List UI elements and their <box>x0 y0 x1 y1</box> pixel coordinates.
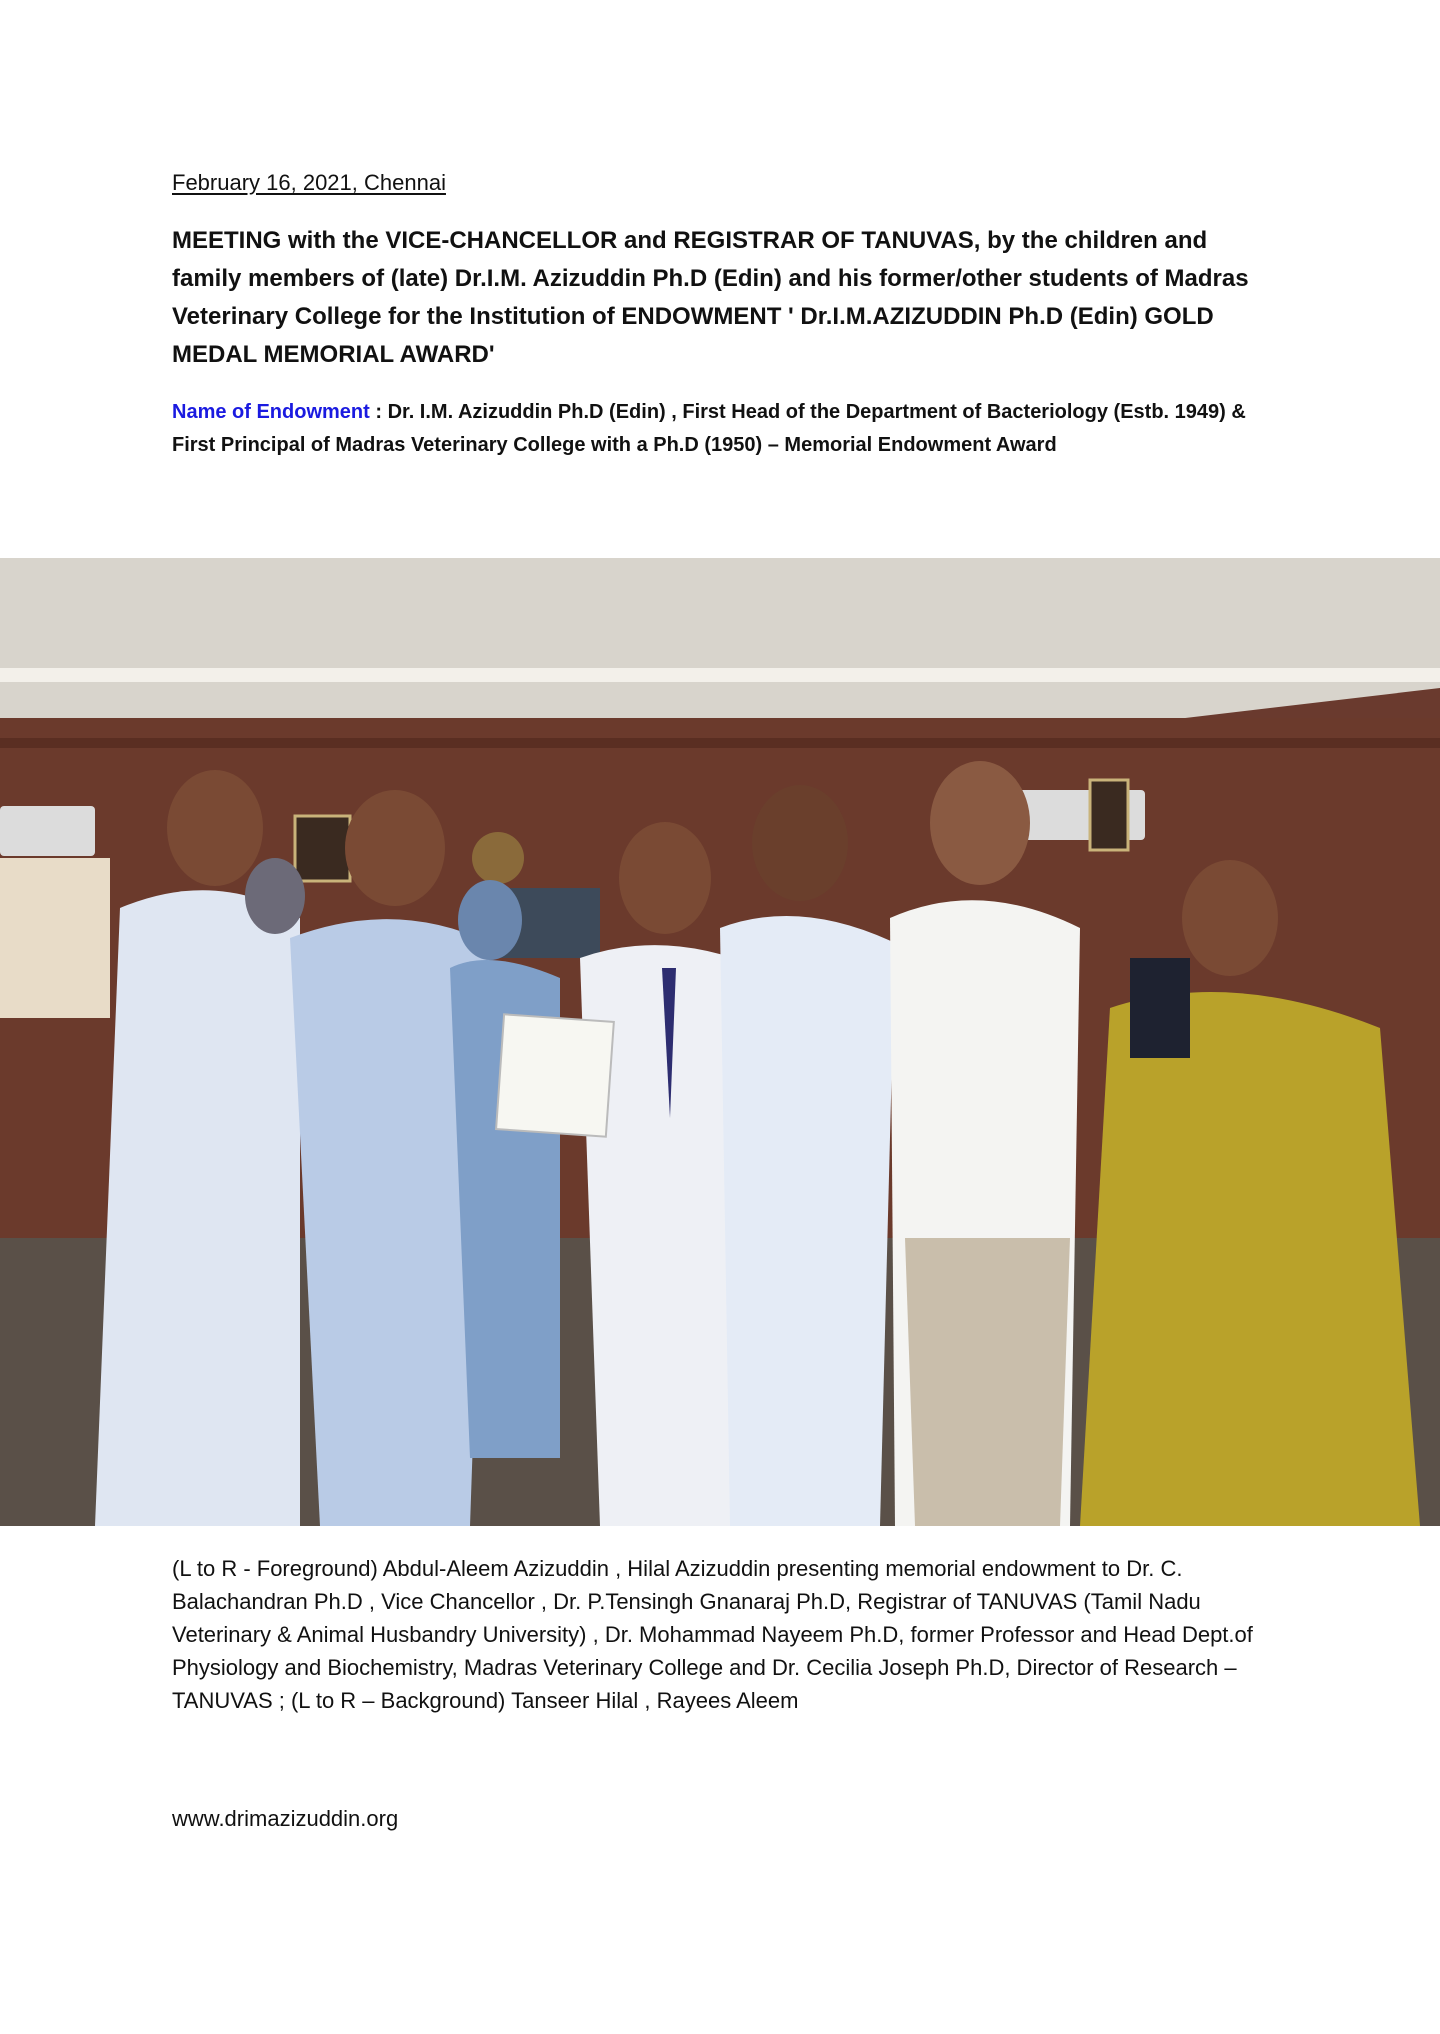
endowment-label: Name of Endowment <box>172 401 370 423</box>
wall-emblem <box>472 832 524 884</box>
window-blinds <box>0 858 110 1018</box>
headline: MEETING with the VICE-CHANCELLOR and REGISTRAR OF TANUVAS, by the children and family members of (late) Dr.I.M. Azizuddin Ph.D (Edin) and his former/other students of Madras Veterinary College for the Institution of ENDOWMENT ' Dr.I.M.AZIZUDDIN Ph.D (Edin) GOLD MEDAL MEMORIAL AWARD' <box>172 227 1249 368</box>
group-photo <box>0 558 1440 1526</box>
group-photo-icon <box>0 558 1440 1526</box>
website-link[interactable]: www.drimazizuddin.org <box>172 1806 399 1831</box>
dateline: February 16, 2021, Chennai <box>172 170 446 195</box>
monitor <box>1130 958 1190 1058</box>
air-conditioner-left <box>0 806 95 856</box>
portrait-frame <box>295 816 350 881</box>
portrait-frame-right <box>1090 780 1128 850</box>
ceiling-light-strip <box>0 668 1440 682</box>
endowment-text: : Dr. I.M. Azizuddin Ph.D (Edin) , First Head of the Department of Bacteriology (Estb. 1949) & First Principal of Madras Veterinary College with a Ph.D (1950) – Memorial Endowment Award <box>172 401 1246 456</box>
photo-caption: (L to R - Foreground) Abdul-Aleem Azizuddin , Hilal Azizuddin presenting memorial endowment to Dr. C. Balachandran Ph.D , Vice Chancellor , Dr. P.Tensingh Gnanaraj Ph.D, Registrar of TANUVAS (Tamil Nadu Veterinary & Animal Husbandry University) , Dr. Mohammad Nayeem Ph.D, former Professor and Head Dept.of Physiology and Biochemistry, Madras Veterinary College and Dr. Cecilia Joseph Ph.D, Director of Research – TANUVAS ; (L to R – Background) Tanseer Hilal , Rayees Aleem <box>172 1556 1253 1713</box>
endowment-paragraph <box>172 396 1272 462</box>
endowment-document <box>496 1014 614 1136</box>
